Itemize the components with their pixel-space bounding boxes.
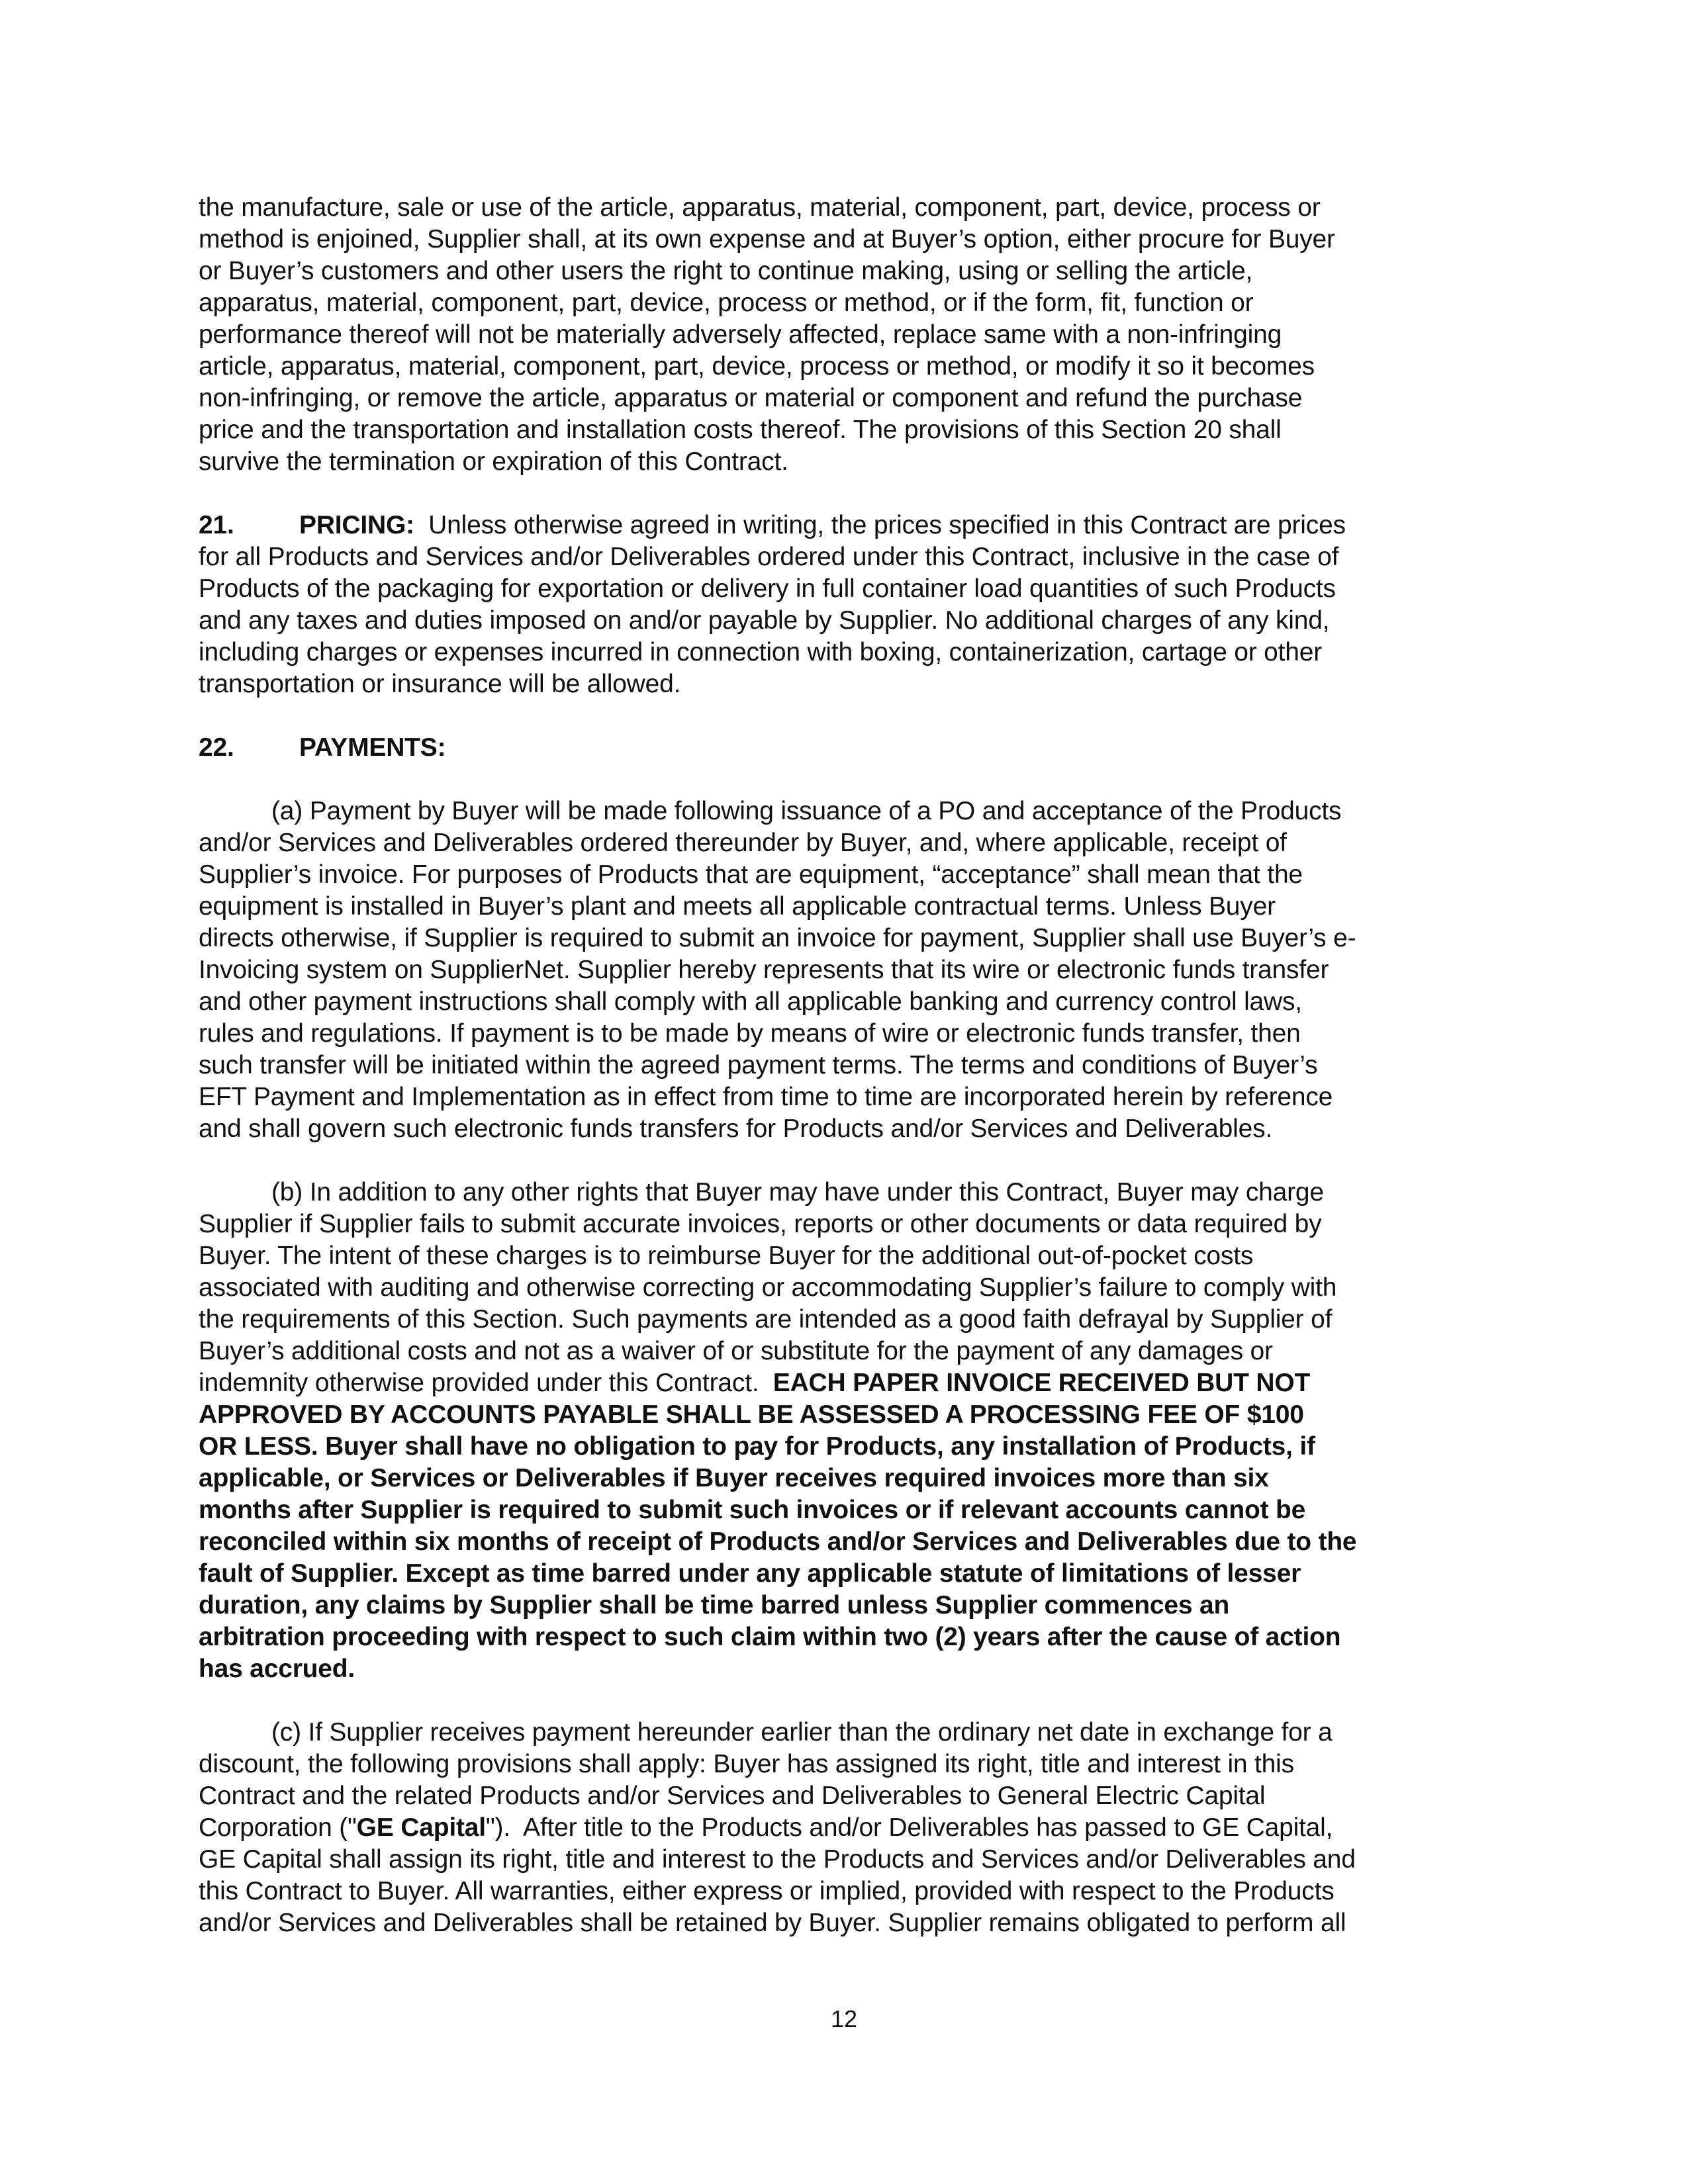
bold-text-line: duration, any claims by Supplier shall be time barred unless Supplier commences an	[199, 1591, 1230, 1619]
plain-text-run: "). After title to the Products and/or Deliverables has passed to GE Capital,	[485, 1813, 1333, 1842]
mixed-text-line	[199, 1367, 1456, 1399]
mixed-text-line	[199, 1812, 1456, 1844]
section-21-number: 21.	[199, 511, 234, 539]
text-line: Supplier if Supplier fails to submit accurate invoices, reports or other documents or data required by	[199, 1210, 1322, 1238]
text-line: and any taxes and duties imposed on and/or payable by Supplier. No additional charges of any kind,	[199, 606, 1330, 635]
section-22-heading-line	[199, 732, 1456, 764]
bold-text-line: fault of Supplier. Except as time barred under any applicable statute of limitations of lesser	[199, 1559, 1301, 1588]
text-line: this Contract to Buyer. All warranties, either express or implied, provided with respect to the Products	[199, 1877, 1335, 1905]
text-line: Buyer. The intent of these charges is to reimburse Buyer for the additional out-of-pocket costs	[199, 1242, 1254, 1270]
text-line: (c) If Supplier receives payment hereunder earlier than the ordinary net date in exchange for a	[271, 1718, 1333, 1747]
paragraph-gap	[199, 764, 1456, 796]
plain-text-run: indemnity otherwise provided under this Contract.	[199, 1369, 773, 1397]
paragraph-gap	[199, 1685, 1456, 1717]
text-line: non-infringing, or remove the article, apparatus or material or component and refund the purchase	[199, 384, 1303, 412]
bold-text-line: reconciled within six months of receipt of Products and/or Services and Deliverables due to the	[199, 1527, 1357, 1556]
bold-text-line: has accrued.	[199, 1655, 355, 1683]
text-line: Products of the packaging for exportation or delivery in full container load quantities of such Products	[199, 574, 1336, 603]
text-line: including charges or expenses incurred in connection with boxing, containerization, cartage or other	[199, 638, 1323, 666]
text-line: equipment is installed in Buyer’s plant and meets all applicable contractual terms. Unless Buyer	[199, 892, 1276, 921]
section-21-first-line	[199, 510, 1456, 541]
bold-text-run: EACH PAPER INVOICE RECEIVED BUT NOT	[773, 1369, 1311, 1397]
section-21-heading: PRICING:	[299, 511, 414, 539]
plain-text-run: Corporation ("	[199, 1813, 357, 1842]
paragraph-gap	[199, 478, 1456, 510]
section-22-number: 22.	[199, 733, 234, 762]
text-line: Contract and the related Products and/or Services and Deliverables to General Electric Capital	[199, 1782, 1266, 1810]
text-line: (a) Payment by Buyer will be made following issuance of a PO and acceptance of the Products	[271, 797, 1342, 825]
section-22a-paragraph	[199, 796, 1456, 1145]
section-20-continuation	[199, 192, 1456, 478]
text-line: rules and regulations. If payment is to be made by means of wire or electronic funds transfer, then	[199, 1019, 1301, 1048]
section-22-payments-heading	[199, 732, 1456, 764]
text-line: Buyer’s additional costs and not as a waiver of or substitute for the payment of any damages or	[199, 1337, 1273, 1365]
paragraph-gap	[199, 1145, 1456, 1177]
page-number: 12	[830, 2005, 858, 2032]
bold-text-line: months after Supplier is required to submit such invoices or if relevant accounts cannot be	[199, 1496, 1306, 1524]
section-22c-paragraph	[199, 1717, 1456, 1939]
text-line: and shall govern such electronic funds transfers for Products and/or Services and Deliverables.	[199, 1115, 1273, 1143]
text-line: and/or Services and Deliverables ordered thereunder by Buyer, and, where applicable, receipt of	[199, 829, 1287, 857]
paragraph-gap	[199, 700, 1456, 732]
text-line: the requirements of this Section. Such payments are intended as a good faith defrayal by Supplier of	[199, 1305, 1333, 1334]
section-21-pricing	[199, 510, 1456, 700]
text-line: method is enjoined, Supplier shall, at its own expense and at Buyer’s option, either procure for Buyer	[199, 225, 1335, 253]
text-line: GE Capital shall assign its right, title and interest to the Products and Services and/or Deliverables and	[199, 1845, 1356, 1874]
ge-capital-bold-term: GE Capital	[356, 1813, 486, 1842]
text-line: and/or Services and Deliverables shall be retained by Buyer. Supplier remains obligated to perform all	[199, 1909, 1346, 1937]
text-line: price and the transportation and installation costs thereof. The provisions of this Section 20 shall	[199, 416, 1282, 444]
section-21-intro: Unless otherwise agreed in writing, the prices specified in this Contract are prices	[414, 511, 1346, 539]
text-line: survive the termination or expiration of this Contract.	[199, 447, 788, 476]
text-line: discount, the following provisions shall apply: Buyer has assigned its right, title and interest in this	[199, 1750, 1294, 1778]
text-line: Invoicing system on SupplierNet. Supplier hereby represents that its wire or electronic funds transfer	[199, 956, 1329, 984]
section-22b-paragraph	[199, 1177, 1456, 1685]
text-line: transportation or insurance will be allowed.	[199, 670, 681, 698]
text-line: performance thereof will not be materially adversely affected, replace same with a non-infringing	[199, 320, 1282, 349]
text-line: directs otherwise, if Supplier is required to submit an invoice for payment, Supplier shall use Buyer’s e-	[199, 924, 1356, 952]
text-line: the manufacture, sale or use of the article, apparatus, material, component, part, device, process or	[199, 193, 1321, 222]
text-line: and other payment instructions shall comply with all applicable banking and currency control laws,	[199, 987, 1302, 1016]
bold-text-line: arbitration proceeding with respect to such claim within two (2) years after the cause of action	[199, 1623, 1341, 1651]
bold-text-line: applicable, or Services or Deliverables if Buyer receives required invoices more than six	[199, 1464, 1269, 1492]
text-line: for all Products and Services and/or Deliverables ordered under this Contract, inclusive in the case of	[199, 543, 1339, 571]
document-page	[199, 192, 1456, 1939]
text-line: article, apparatus, material, component, part, device, process or method, or modify it so it becomes	[199, 352, 1315, 381]
text-line: or Buyer’s customers and other users the right to continue making, using or selling the article,	[199, 257, 1253, 285]
text-line: EFT Payment and Implementation as in effect from time to time are incorporated herein by reference	[199, 1083, 1333, 1111]
bold-text-line: OR LESS. Buyer shall have no obligation to pay for Products, any installation of Products, if	[199, 1432, 1315, 1461]
text-line: (b) In addition to any other rights that Buyer may have under this Contract, Buyer may charge	[271, 1178, 1324, 1206]
text-line: such transfer will be initiated within the agreed payment terms. The terms and conditions of Buyer’s	[199, 1051, 1318, 1079]
text-line: Supplier’s invoice. For purposes of Products that are equipment, “acceptance” shall mean that the	[199, 860, 1303, 889]
bold-text-line: APPROVED BY ACCOUNTS PAYABLE SHALL BE ASSESSED A PROCESSING FEE OF $100	[199, 1400, 1304, 1429]
section-22-heading: PAYMENTS:	[299, 733, 446, 762]
text-line: associated with auditing and otherwise correcting or accommodating Supplier’s failure to comply with	[199, 1273, 1337, 1302]
text-line: apparatus, material, component, part, device, process or method, or if the form, fit, function or	[199, 289, 1254, 317]
